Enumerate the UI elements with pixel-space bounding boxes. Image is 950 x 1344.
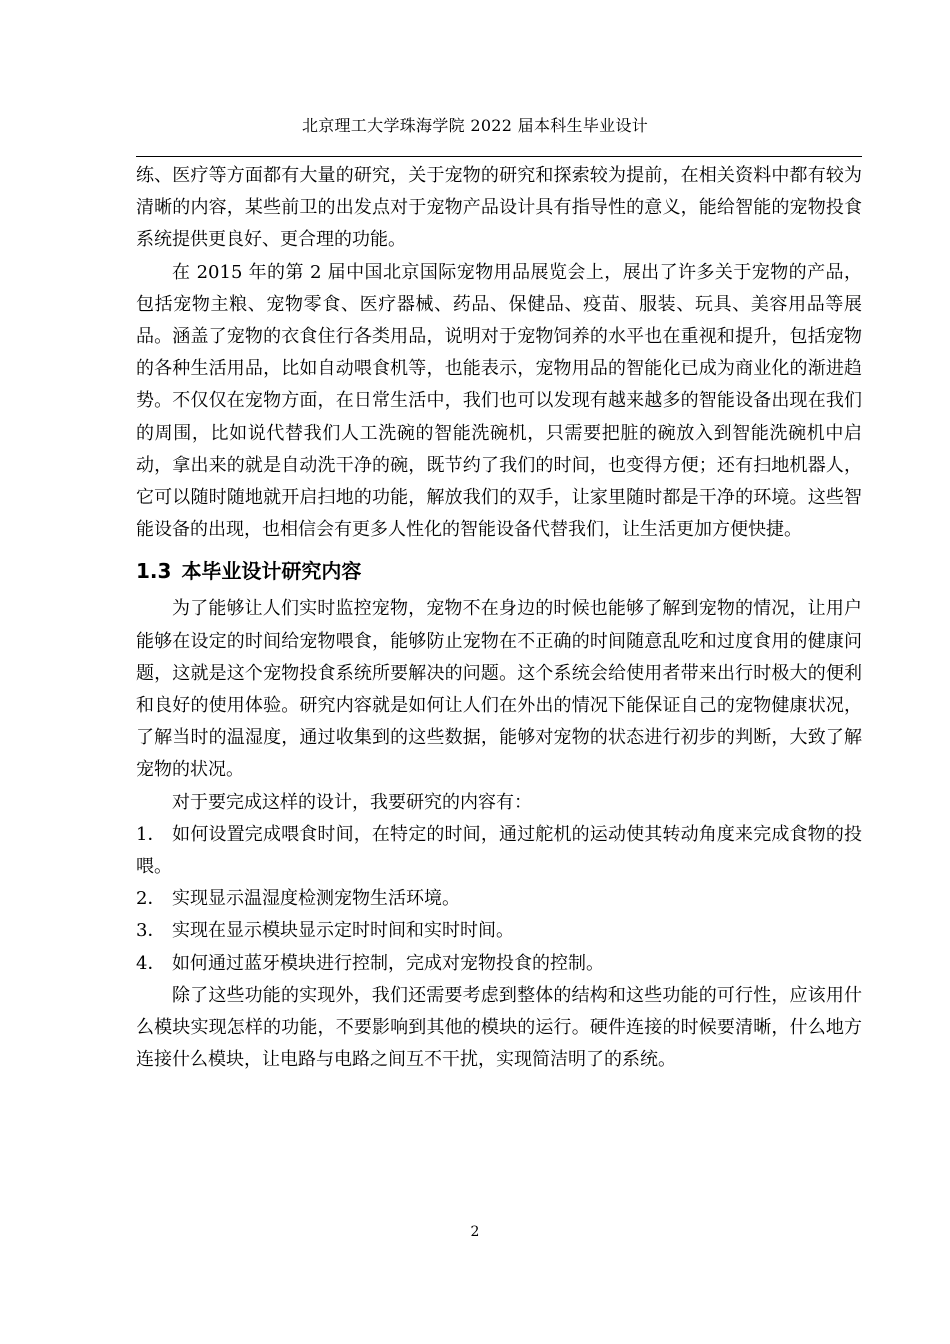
section-number: 1.3 <box>136 559 172 584</box>
research-content-list <box>136 819 862 980</box>
page-content <box>136 160 862 1076</box>
list-item-text: 如何设置完成喂食时间，在特定的时间，通过舵机的运动使其转动角度来完成食物的投喂。 <box>136 823 862 878</box>
list-item-text: 实现在显示模块显示定时时间和实时时间。 <box>172 920 514 942</box>
list-marker: 1． <box>136 823 166 845</box>
list-item-text: 如何通过蓝牙模块进行控制，完成对宠物投食的控制。 <box>172 952 604 974</box>
list-item <box>136 883 862 915</box>
page-header: 北京理工大学珠海学院 2022 届本科生毕业设计 <box>301 116 649 135</box>
paragraph-continuation: 练、医疗等方面都有大量的研究，关于宠物的研究和探索较为提前，在相关资料中都有较为清晰的内容，某些前卫的出发点对于宠物产品设计具有指导性的意义，能给智能的宠物投食系统提供更良好、更合理的功能。 <box>136 165 862 251</box>
paragraph-list-intro: 对于要完成这样的设计，我要研究的内容有： <box>172 791 532 813</box>
list-item <box>136 915 862 947</box>
section-heading <box>136 553 862 589</box>
paragraph-exhibition: 在 2015 年的第 2 届中国北京国际宠物用品展览会上，展出了许多关于宠物的产品，包括宠物主粮、宠物零食、医疗器械、药品、保健品、疫苗、服装、玩具、美容用品等展品。涵盖了宠物的衣食住行各类用品，说明对于宠物饲养的水平也在重视和提升，包括宠物的各种生活用品，比如自动喂食机等，也能表示，宠物用品的智能化已成为商业化的渐进趋势。不仅仅在宠物方面，在日常生活中，我们也可以发现有越来越多的智能设备出现在我们的周围，比如说代替我们人工洗碗的智能洗碗机，只需要把脏的碗放入到智能洗碗机中启动，拿出来的就是自动洗干净的碗，既节约了我们的时间，也变得方便；还有扫地机器人，它可以随时随地就开启扫地的功能，解放我们的双手，让家里随时都是干净的环境。这些智能设备的出现，也相信会有更多人性化的智能设备代替我们，让生活更加方便快捷。 <box>136 261 862 541</box>
list-item-text: 实现显示温湿度检测宠物生活环境。 <box>172 888 460 910</box>
paragraph-research-goal: 为了能够让人们实时监控宠物，宠物不在身边的时候也能够了解到宠物的情况，让用户能够在设定的时间给宠物喂食，能够防止宠物在不正确的时间随意乱吃和过度食用的健康问题，这就是这个宠物投食系统所要解决的问题。这个系统会给使用者带来出行时极大的便利和良好的使用体验。研究内容就是如何让人们在外出的情况下能保证自己的宠物健康状况，了解当时的温湿度，通过收集到的这些数据，能够对宠物的状态进行初步的判断，大致了解宠物的状况。 <box>136 598 862 781</box>
header-rule <box>136 156 862 157</box>
list-item <box>136 819 862 883</box>
list-marker: 3． <box>136 920 166 942</box>
list-marker: 4． <box>136 952 166 974</box>
list-marker: 2． <box>136 888 166 910</box>
list-item <box>136 948 862 980</box>
paragraph-conclusion: 除了这些功能的实现外，我们还需要考虑到整体的结构和这些功能的可行性，应该用什么模块实现怎样的功能，不要影响到其他的模块的运行。硬件连接的时候要清晰，什么地方连接什么模块，让电路与电路之间互不干扰，实现简洁明了的系统。 <box>136 984 862 1071</box>
page-number: 2 <box>470 1224 480 1240</box>
section-title: 本毕业设计研究内容 <box>181 559 362 584</box>
